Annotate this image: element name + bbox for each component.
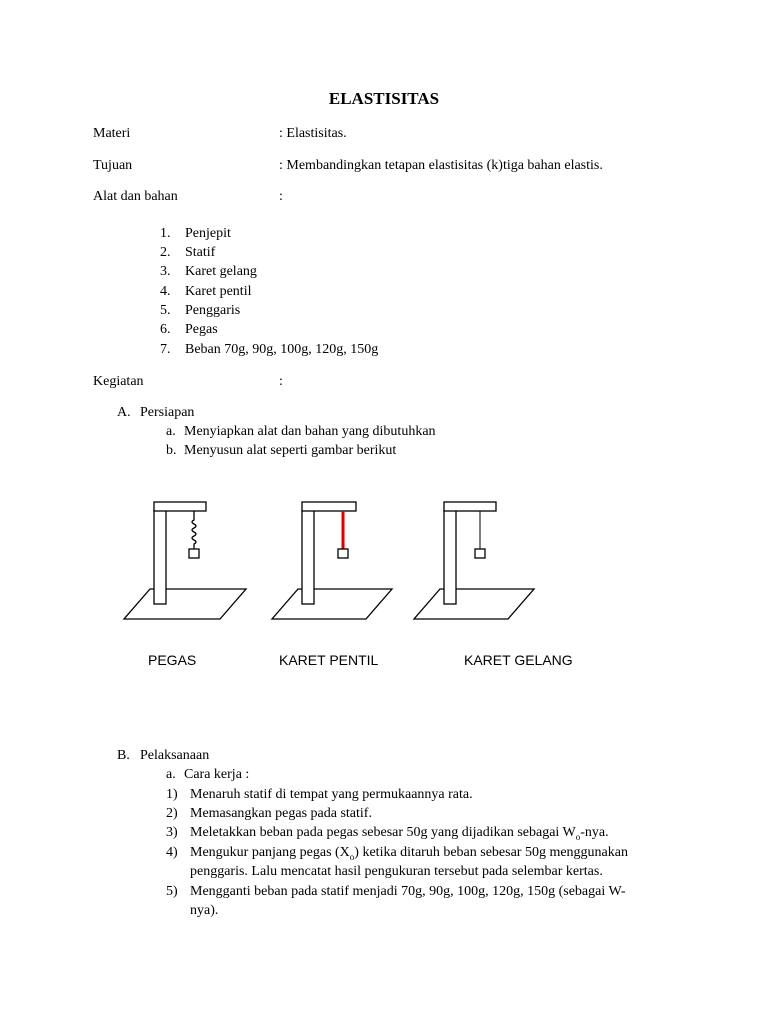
list-item-number: 3. bbox=[160, 264, 171, 279]
tujuan-label: Tujuan bbox=[93, 158, 133, 173]
list-item-number: 2. bbox=[160, 245, 171, 260]
list-item: Karet pentil bbox=[185, 284, 252, 299]
step-text: Memasangkan pegas pada statif. bbox=[190, 806, 372, 821]
list-item-number: 1. bbox=[160, 226, 171, 241]
materi-value: : Elastisitas. bbox=[279, 126, 347, 141]
list-item: Statif bbox=[185, 245, 216, 260]
step-text: Meletakkan beban pada pegas sebesar 50g yang dijadikan sebagai $W_o$-nya. bbox=[190, 825, 609, 842]
materi-label: Materi bbox=[93, 126, 131, 141]
cara-kerja-heading: Cara kerja : bbox=[184, 767, 250, 782]
list-item: Pegas bbox=[185, 322, 218, 337]
step-text-continued: penggaris. Lalu mencatat hasil pengukuran tersebut pada selembar kertas. bbox=[190, 864, 603, 879]
list-item: Penggaris bbox=[185, 303, 241, 318]
persiapan-item-marker: b. bbox=[166, 443, 177, 458]
step-number: 2) bbox=[166, 806, 178, 821]
figure-label-karet-gelang: KARET GELANG bbox=[464, 652, 573, 668]
persiapan-item: Menyiapkan alat dan bahan yang dibutuhkan bbox=[184, 424, 436, 439]
step-text: Mengukur panjang pegas $(X_o)$ ketika ditaruh beban sebesar 50g menggunakan bbox=[190, 845, 628, 862]
step-number: 1) bbox=[166, 787, 178, 802]
list-item: Karet gelang bbox=[185, 264, 257, 279]
step-text-continued: nya). bbox=[190, 903, 219, 918]
list-item-number: 4. bbox=[160, 284, 171, 299]
figure-label-karet-pentil: KARET PENTIL bbox=[279, 652, 379, 668]
tujuan-value: : Membandingkan tetapan elastisitas (k)tiga bahan elastis. bbox=[279, 158, 603, 173]
alat-label: Alat dan bahan bbox=[93, 189, 178, 204]
kegiatan-value: : bbox=[279, 374, 283, 389]
step-number: 4) bbox=[166, 845, 178, 860]
step-text: Menaruh statif di tempat yang permukaannya rata. bbox=[190, 787, 473, 802]
figure-label-pegas: PEGAS bbox=[148, 652, 197, 668]
kegiatan-label: Kegiatan bbox=[93, 374, 144, 389]
spring-coil bbox=[192, 511, 196, 549]
step-number: 5) bbox=[166, 884, 178, 899]
list-item: Beban 70g, 90g, 100g, 120g, 150g bbox=[185, 342, 379, 357]
document-title: ELASTISITAS bbox=[328, 89, 440, 108]
list-item-number: 7. bbox=[160, 342, 171, 357]
pegas-stand bbox=[124, 502, 246, 619]
section-b-heading: Pelaksanaan bbox=[140, 748, 210, 763]
step-text: Mengganti beban pada statif menjadi 70g, 90g, 100g, 120g, 150g (sebagai W- bbox=[190, 884, 626, 899]
cara-kerja-marker: a. bbox=[166, 767, 176, 782]
section-a-marker: A. bbox=[117, 405, 131, 420]
persiapan-item: Menyusun alat seperti gambar berikut bbox=[184, 443, 397, 458]
persiapan-item-marker: a. bbox=[166, 424, 176, 439]
list-item-number: 5. bbox=[160, 303, 171, 318]
alat-value: : bbox=[279, 189, 283, 204]
section-a-heading: Persiapan bbox=[140, 405, 195, 420]
section-b-marker: B. bbox=[117, 748, 130, 763]
step-number: 3) bbox=[166, 825, 178, 840]
list-item: Penjepit bbox=[185, 226, 231, 241]
list-item-number: 6. bbox=[160, 322, 171, 337]
karet-pentil-stand bbox=[272, 502, 392, 619]
karet-gelang-stand bbox=[414, 502, 534, 619]
